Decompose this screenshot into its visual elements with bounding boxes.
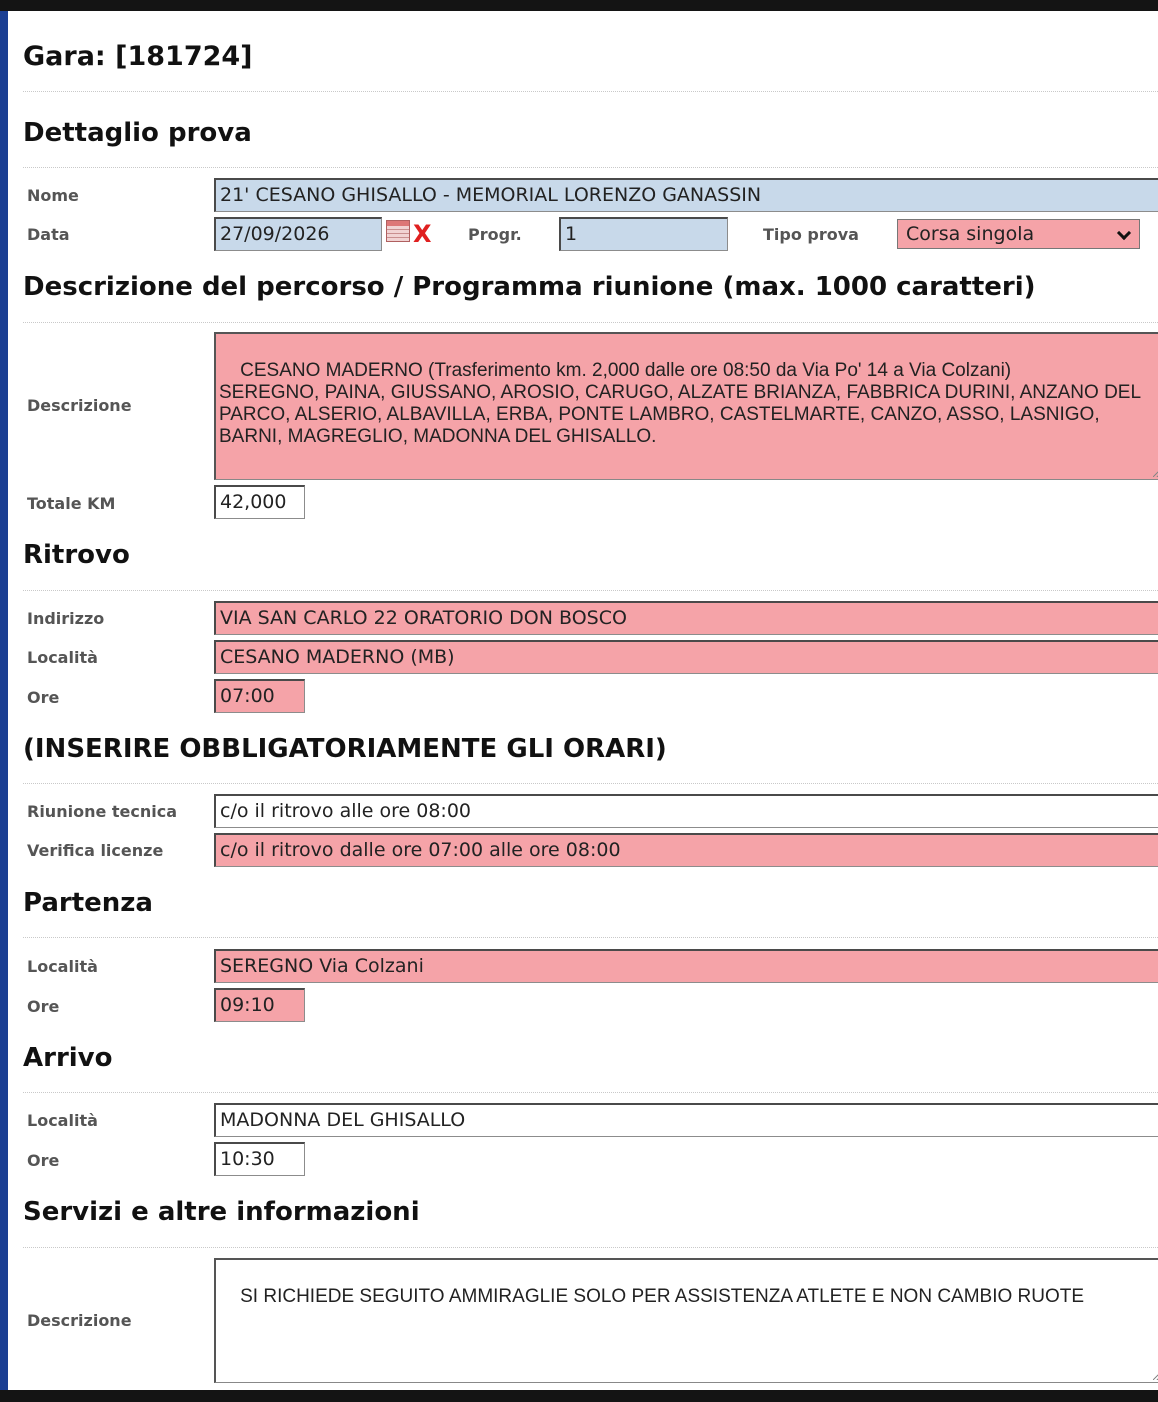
- bottom-bar: [0, 1390, 1158, 1402]
- data-label: Data: [27, 225, 70, 244]
- top-bar: [0, 0, 1158, 11]
- clear-date-icon[interactable]: X: [413, 220, 432, 248]
- ritrovo-indirizzo-field[interactable]: VIA SAN CARLO 22 ORATORIO DON BOSCO: [214, 601, 1158, 635]
- verifica-licenze-field[interactable]: c/o il ritrovo dalle ore 07:00 alle ore 08:00: [214, 833, 1158, 867]
- descrizione-text: CESANO MADERNO (Trasferimento km. 2,000 dalle ore 08:50 da Via Po' 14 a Via Colzani) SEREGNO, PAINA, GIUSSANO, AROSIO, CARUGO, ALZATE BRIANZA, FABBRICA DURINI, ANZANO DEL PARCO, ALSERIO, ALBAVILLA, ERBA, PONTE LAMBRO, CASTELMARTE, CANZO, ASSO, LASNIGO, BARNI, MAGREGLIO, MADONNA DEL GHISALLO.: [219, 360, 1141, 447]
- form-page: [8, 11, 1158, 1390]
- ritrovo-ore-label: Ore: [27, 688, 60, 707]
- descrizione-label: Descrizione: [27, 396, 132, 415]
- partenza-ore-label: Ore: [27, 997, 60, 1016]
- section-orari-title: (INSERIRE OBBLIGATORIAMENTE GLI ORARI): [23, 734, 667, 764]
- left-accent-stripe: [0, 11, 8, 1390]
- servizi-descrizione-label: Descrizione: [27, 1311, 132, 1330]
- date-field[interactable]: 27/09/2026: [214, 217, 382, 251]
- riunione-tecnica-label: Riunione tecnica: [27, 802, 178, 821]
- arrivo-localita-field[interactable]: MADONNA DEL GHISALLO: [214, 1103, 1158, 1137]
- section-descrizione-title: Descrizione del percorso / Programma riunione (max. 1000 caratteri): [23, 272, 1036, 302]
- progr-label: Progr.: [468, 225, 522, 244]
- calendar-icon[interactable]: [386, 220, 410, 242]
- nome-label: Nome: [27, 186, 79, 205]
- divider: [23, 937, 1158, 938]
- divider: [23, 783, 1158, 784]
- arrivo-localita-label: Località: [27, 1111, 98, 1130]
- resize-grip-icon[interactable]: [1153, 1372, 1158, 1380]
- descrizione-textarea[interactable]: [214, 332, 1158, 480]
- totale-km-field[interactable]: 42,000: [214, 485, 305, 519]
- verifica-licenze-label: Verifica licenze: [27, 841, 164, 860]
- servizi-textarea[interactable]: [214, 1258, 1158, 1383]
- section-servizi-title: Servizi e altre informazioni: [23, 1197, 420, 1227]
- servizi-text: SI RICHIEDE SEGUITO AMMIRAGLIE SOLO PER ASSISTENZA ATLETE E NON CAMBIO RUOTE: [240, 1286, 1085, 1307]
- tipo-prova-label: Tipo prova: [763, 225, 859, 244]
- section-ritrovo-title: Ritrovo: [23, 540, 130, 570]
- ritrovo-indirizzo-label: Indirizzo: [27, 609, 105, 628]
- divider: [23, 590, 1158, 591]
- ritrovo-ore-field[interactable]: 07:00: [214, 679, 305, 713]
- tipo-prova-select[interactable]: [897, 219, 1140, 249]
- section-dettaglio-title: Dettaglio prova: [23, 118, 252, 148]
- divider: [23, 322, 1158, 323]
- ritrovo-localita-field[interactable]: CESANO MADERNO (MB): [214, 640, 1158, 674]
- divider: [23, 1092, 1158, 1093]
- chevron-down-icon: [1117, 226, 1131, 240]
- section-arrivo-title: Arrivo: [23, 1043, 113, 1073]
- partenza-ore-field[interactable]: 09:10: [214, 988, 305, 1022]
- nome-field[interactable]: 21' CESANO GHISALLO - MEMORIAL LORENZO GANASSIN: [214, 178, 1158, 212]
- divider: [23, 1247, 1158, 1248]
- resize-grip-icon[interactable]: [1153, 469, 1158, 477]
- page-title: Gara: [181724]: [23, 41, 253, 72]
- partenza-localita-field[interactable]: SEREGNO Via Colzani: [214, 949, 1158, 983]
- divider: [23, 91, 1158, 92]
- ritrovo-localita-label: Località: [27, 648, 98, 667]
- divider: [23, 167, 1158, 168]
- totale-km-label: Totale KM: [27, 494, 116, 513]
- progr-field[interactable]: 1: [559, 217, 728, 251]
- arrivo-ore-label: Ore: [27, 1151, 60, 1170]
- tipo-prova-value: Corsa singola: [906, 223, 1035, 245]
- arrivo-ore-field[interactable]: 10:30: [214, 1142, 305, 1176]
- section-partenza-title: Partenza: [23, 888, 153, 918]
- riunione-tecnica-field[interactable]: c/o il ritrovo alle ore 08:00: [214, 794, 1158, 828]
- partenza-localita-label: Località: [27, 957, 98, 976]
